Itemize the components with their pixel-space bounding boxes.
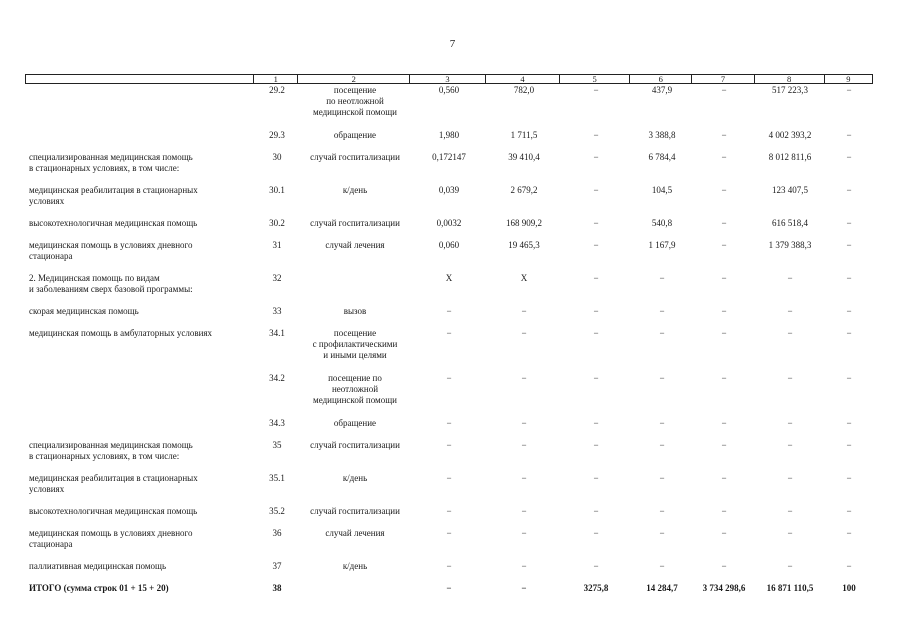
table-cell: −	[593, 506, 599, 516]
table-cell: 2 679,2	[510, 185, 538, 195]
table-cell	[299, 583, 411, 601]
table-row	[25, 130, 873, 152]
table-row	[25, 273, 873, 306]
table-cell: −	[593, 373, 599, 383]
header-cell: 4	[485, 75, 559, 83]
table-cell: −	[593, 152, 599, 162]
table-cell: −	[846, 561, 852, 571]
table-cell: −	[659, 306, 665, 316]
table-cell: 437,9	[651, 85, 673, 95]
row-label-cell: медицинская помощь в амбулаторных условиях	[29, 328, 213, 338]
table-cell: 0,0032	[436, 218, 462, 228]
table-cell: −	[446, 373, 452, 383]
table-cell: −	[593, 85, 599, 95]
table-cell: −	[593, 130, 599, 140]
table-cell: −	[721, 418, 727, 428]
table-row	[25, 373, 873, 418]
table-row	[25, 85, 873, 130]
table-cell: 1 167,9	[648, 240, 676, 250]
table-cell: −	[446, 328, 452, 338]
row-label-cell: медицинская реабилитация в стационарных условиях	[29, 473, 198, 494]
table-cell: случай госпитализации	[310, 152, 400, 162]
table-cell: −	[659, 273, 665, 283]
table-cell: 35	[272, 440, 282, 450]
row-label-cell: паллиативная медицинская помощь	[29, 561, 167, 571]
table-cell: 34.3	[269, 418, 285, 428]
header-cell	[26, 75, 253, 83]
row-label-cell: специализированная медицинская помощь в стационарных условиях, в том числе:	[29, 440, 193, 461]
table-cell: −	[721, 218, 727, 228]
table-cell: 1 711,5	[510, 130, 538, 140]
table-cell: −	[446, 528, 452, 538]
table-cell: −	[659, 561, 665, 571]
header-cell: 7	[691, 75, 753, 83]
row-label-cell: медицинская реабилитация в стационарных условиях	[29, 185, 198, 206]
table-body	[25, 85, 873, 601]
table-cell: −	[846, 440, 852, 450]
table-cell: 0,172147	[432, 152, 466, 162]
table-cell: посещение по неотложной медицинской помощи	[313, 85, 397, 117]
table-cell: 35.1	[269, 473, 285, 483]
table-cell: −	[721, 506, 727, 516]
table-cell: −	[846, 85, 852, 95]
table-cell: −	[593, 418, 599, 428]
table-row	[25, 240, 873, 273]
row-label-cell: скорая медицинская помощь	[29, 306, 139, 316]
table-cell: 34.1	[269, 328, 285, 338]
table-cell: 36	[272, 528, 282, 538]
table-row	[25, 528, 873, 561]
table-cell: −	[721, 273, 727, 283]
table-cell: 37	[272, 561, 282, 571]
table-cell: −	[787, 528, 793, 538]
table-cell: 104,5	[651, 185, 673, 195]
row-label-cell	[25, 373, 255, 418]
table-cell: к/день	[342, 561, 368, 571]
table-row	[25, 306, 873, 328]
table-cell: −	[521, 583, 527, 593]
table-cell: −	[521, 373, 527, 383]
table-cell: 16 871 110,5	[766, 583, 814, 593]
table-cell: −	[593, 185, 599, 195]
table-cell: −	[721, 561, 727, 571]
table-cell: −	[593, 240, 599, 250]
row-label-cell: высокотехнологичная медицинская помощь	[29, 506, 198, 516]
data-table	[25, 74, 873, 601]
table-cell: −	[593, 528, 599, 538]
table-cell: −	[521, 473, 527, 483]
table-cell: вызов	[343, 306, 367, 316]
header-cell: 6	[629, 75, 691, 83]
table-cell: −	[659, 418, 665, 428]
table-cell: −	[446, 561, 452, 571]
table-cell: 3275,8	[583, 583, 609, 593]
table-cell: −	[521, 506, 527, 516]
table-cell: случай лечения	[325, 528, 385, 538]
row-label-cell: 2. Медицинская помощь по видам и заболеваниям сверх базовой программы:	[29, 273, 193, 294]
table-cell: −	[659, 373, 665, 383]
table-cell: 30	[272, 152, 282, 162]
table-cell: −	[787, 306, 793, 316]
table-cell: −	[846, 273, 852, 283]
table-cell: 33	[272, 306, 282, 316]
table-cell: 0,039	[438, 185, 460, 195]
header-cell: 3	[409, 75, 485, 83]
table-row	[25, 218, 873, 240]
table-cell: −	[721, 240, 727, 250]
table-cell: −	[846, 418, 852, 428]
table-cell: −	[721, 185, 727, 195]
table-cell: 517 223,3	[772, 85, 808, 95]
table-cell: −	[721, 152, 727, 162]
table-cell: 34.2	[269, 373, 285, 383]
table-cell: 6 784,4	[648, 152, 676, 162]
table-cell: −	[593, 306, 599, 316]
table-cell: к/день	[342, 185, 368, 195]
table-cell: −	[846, 506, 852, 516]
table-cell: −	[787, 418, 793, 428]
table-cell: −	[787, 328, 793, 338]
table-cell: −	[787, 506, 793, 516]
table-cell: случай госпитализации	[310, 440, 400, 450]
table-header-row	[25, 74, 873, 84]
table-cell: −	[721, 328, 727, 338]
table-cell: −	[846, 240, 852, 250]
table-cell: к/день	[342, 473, 368, 483]
table-cell: обращение	[333, 418, 377, 428]
table-cell: 39 410,4	[508, 152, 540, 162]
table-cell: 168 909,2	[506, 218, 542, 228]
row-label-cell: ИТОГО (сумма строк 01 + 15 + 20)	[29, 583, 169, 593]
table-cell: 0,060	[438, 240, 460, 250]
row-label-cell: медицинская помощь в условиях дневного стационара	[29, 528, 193, 549]
table-cell: −	[721, 130, 727, 140]
table-cell: −	[593, 218, 599, 228]
table-cell: 1 379 388,3	[768, 240, 812, 250]
table-cell: −	[521, 306, 527, 316]
table-row	[25, 506, 873, 528]
table-cell: 123 407,5	[772, 185, 808, 195]
table-cell: 1,980	[438, 130, 460, 140]
table-cell: 29.2	[269, 85, 285, 95]
table-cell: −	[846, 218, 852, 228]
table-cell: −	[721, 473, 727, 483]
table-cell: −	[721, 85, 727, 95]
table-row	[25, 185, 873, 218]
table-cell: −	[787, 273, 793, 283]
table-cell: −	[721, 373, 727, 383]
header-cell: 2	[297, 75, 409, 83]
table-cell: −	[846, 130, 852, 140]
table-row	[25, 418, 873, 440]
table-row	[25, 328, 873, 373]
table-cell: −	[846, 152, 852, 162]
table-row	[25, 561, 873, 583]
row-label-cell	[25, 418, 255, 440]
table-cell: −	[521, 561, 527, 571]
table-cell: −	[721, 306, 727, 316]
table-cell: −	[446, 506, 452, 516]
table-cell: 19 465,3	[508, 240, 540, 250]
row-label-cell: высокотехнологичная медицинская помощь	[29, 218, 198, 228]
table-cell: случай лечения	[325, 240, 385, 250]
table-cell: −	[593, 561, 599, 571]
table-cell: −	[446, 306, 452, 316]
table-cell: 38	[272, 583, 282, 593]
table-cell: 14 284,7	[646, 583, 678, 593]
table-cell: −	[846, 473, 852, 483]
table-cell: −	[787, 473, 793, 483]
table-cell: −	[659, 506, 665, 516]
table-cell: −	[846, 306, 852, 316]
table-cell: посещение по неотложной медицинской помощи	[313, 373, 397, 405]
page-number: 7	[449, 38, 456, 50]
table-cell: 30.1	[269, 185, 285, 195]
table-cell: −	[521, 440, 527, 450]
table-cell: −	[846, 373, 852, 383]
table-cell	[299, 273, 411, 306]
table-cell: −	[521, 328, 527, 338]
header-cell: 9	[824, 75, 872, 83]
table-cell: 3 734 298,6	[702, 583, 746, 593]
table-cell: случай госпитализации	[310, 218, 400, 228]
table-row	[25, 440, 873, 473]
row-label-cell	[25, 130, 255, 152]
row-label-cell: специализированная медицинская помощь в стационарных условиях, в том числе:	[29, 152, 193, 173]
table-cell: −	[446, 583, 452, 593]
table-cell: −	[659, 328, 665, 338]
table-cell: случай госпитализации	[310, 506, 400, 516]
table-cell: −	[446, 473, 452, 483]
table-cell: 4 002 393,2	[768, 130, 812, 140]
table-cell: посещение с профилактическими и иными целями	[312, 328, 398, 360]
table-cell: Х	[445, 273, 453, 283]
table-cell: −	[787, 440, 793, 450]
table-cell: −	[593, 440, 599, 450]
table-cell: Х	[520, 273, 528, 283]
table-cell: −	[593, 473, 599, 483]
table-cell: 29.3	[269, 130, 285, 140]
table-cell: −	[787, 373, 793, 383]
table-row	[25, 473, 873, 506]
table-cell: −	[521, 418, 527, 428]
table-cell: −	[593, 273, 599, 283]
table-row	[25, 583, 873, 601]
table-cell: −	[659, 473, 665, 483]
table-cell: −	[721, 528, 727, 538]
table-cell: −	[659, 528, 665, 538]
table-cell: 0,560	[438, 85, 460, 95]
table-row	[25, 152, 873, 185]
table-cell: 3 388,8	[648, 130, 676, 140]
table-cell: −	[787, 561, 793, 571]
table-cell: 32	[272, 273, 282, 283]
table-cell: −	[446, 418, 452, 428]
table-cell: 540,8	[651, 218, 673, 228]
table-cell: 616 518,4	[772, 218, 808, 228]
table-cell: 35.2	[269, 506, 285, 516]
table-cell: обращение	[333, 130, 377, 140]
table-cell: −	[659, 440, 665, 450]
table-cell: −	[846, 528, 852, 538]
row-label-cell: медицинская помощь в условиях дневного стационара	[29, 240, 193, 261]
table-cell: −	[721, 440, 727, 450]
table-cell: 782,0	[513, 85, 535, 95]
table-cell: −	[846, 328, 852, 338]
table-cell: 100	[842, 583, 856, 593]
table-cell: −	[446, 440, 452, 450]
table-cell: 8 012 811,6	[768, 152, 812, 162]
table-cell: 31	[272, 240, 282, 250]
header-cell: 1	[253, 75, 297, 83]
header-cell: 8	[754, 75, 824, 83]
table-cell: 30.2	[269, 218, 285, 228]
table-cell: −	[521, 528, 527, 538]
header-cell: 5	[559, 75, 629, 83]
table-cell: −	[593, 328, 599, 338]
row-label-cell	[25, 85, 255, 130]
table-cell: −	[846, 185, 852, 195]
